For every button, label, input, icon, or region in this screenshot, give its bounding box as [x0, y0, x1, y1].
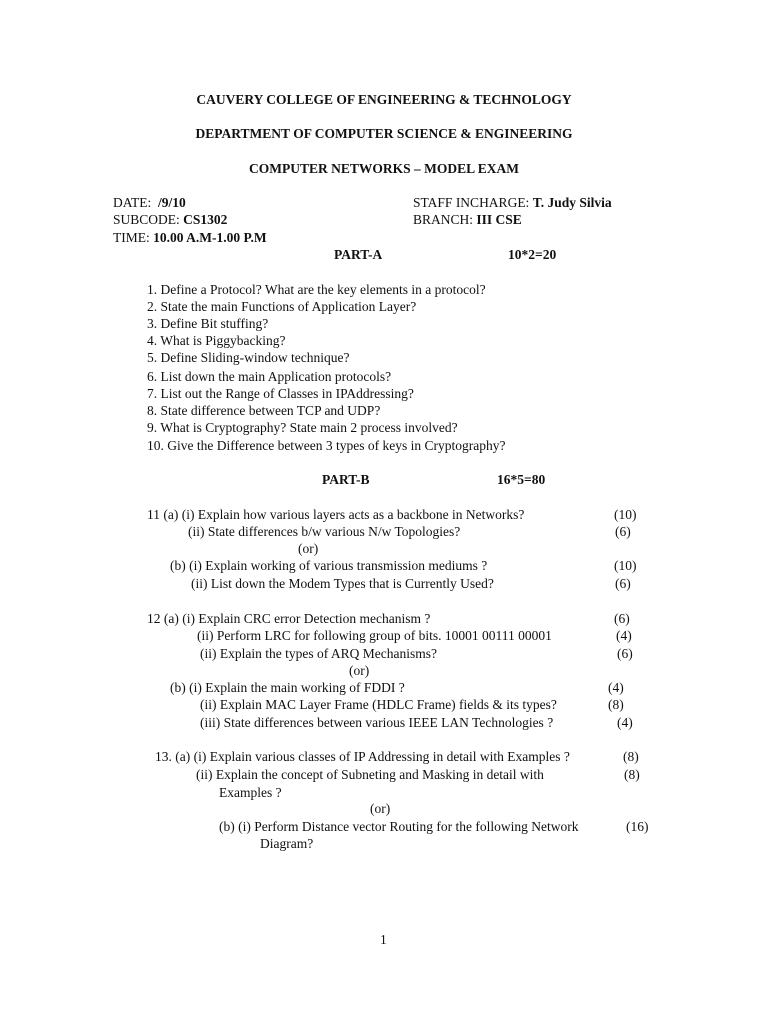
question-1: 1. Define a Protocol? What are the key elements in a protocol? [147, 282, 486, 297]
q11-b-ii-marks: (6) [615, 576, 631, 591]
question-4: 4. What is Piggybacking? [147, 333, 286, 348]
question-8: 8. State difference between TCP and UDP? [147, 403, 381, 418]
question-10: 10. Give the Difference between 3 types of keys in Cryptography? [147, 438, 506, 453]
exam-title: COMPUTER NETWORKS – MODEL EXAM [248, 161, 519, 176]
q12-b-ii: (ii) Explain MAC Layer Frame (HDLC Frame) fields & its types? [200, 697, 557, 712]
q12-a-i: 12 (a) (i) Explain CRC error Detection mechanism ? [147, 611, 431, 626]
page-number: 1 [380, 932, 387, 947]
question-7: 7. List out the Range of Classes in IPAddressing? [147, 386, 414, 401]
q12-b-i: (b) (i) Explain the main working of FDDI ? [170, 680, 405, 695]
q13-b-i-marks: (16) [626, 819, 649, 834]
date-line [113, 195, 186, 211]
q12-a-iii-marks: (6) [617, 646, 633, 661]
q11-a-ii-marks: (6) [615, 524, 631, 539]
q12-or: (or) [349, 663, 370, 678]
q13-b-i: (b) (i) Perform Distance vector Routing for the following Network [219, 819, 579, 834]
date-label: DATE: [113, 195, 152, 210]
q13-or: (or) [370, 801, 391, 816]
question-6: 6. List down the main Application protocols? [147, 369, 392, 384]
time-line [113, 230, 267, 246]
q11-b-i: (b) (i) Explain working of various transmission mediums ? [170, 558, 488, 573]
department-name: DEPARTMENT OF COMPUTER SCIENCE & ENGINEERING [195, 126, 573, 141]
q12-b-i-marks: (4) [608, 680, 624, 695]
college-name: CAUVERY COLLEGE OF ENGINEERING & TECHNOLOGY [196, 92, 572, 107]
q11-a-i: 11 (a) (i) Explain how various layers acts as a backbone in Networks? [147, 507, 525, 522]
question-5: 5. Define Sliding-window technique? [147, 350, 350, 365]
q13-b-i-cont: Diagram? [260, 836, 314, 851]
question-9: 9. What is Cryptography? State main 2 process involved? [147, 420, 458, 435]
staff-label: STAFF INCHARGE: [413, 195, 530, 210]
q12-b-ii-marks: (8) [608, 697, 624, 712]
q12-b-iii-marks: (4) [617, 715, 633, 730]
staff-value: T. Judy Silvia [532, 195, 612, 210]
subcode-label: SUBCODE: [113, 212, 180, 227]
q11-b-i-marks: (10) [614, 558, 637, 573]
time-value: 10.00 A.M-1.00 P.M [153, 230, 267, 245]
branch-value: III CSE [476, 212, 522, 227]
staff-line [413, 195, 612, 211]
branch-line [413, 212, 522, 228]
q13-a-ii-cont: Examples ? [219, 785, 282, 800]
subcode-value: CS1302 [183, 212, 228, 227]
subcode-line [113, 212, 227, 228]
q13-a-i-marks: (8) [623, 749, 639, 764]
part-a-title: PART-A [334, 247, 383, 262]
part-a-marks: 10*2=20 [508, 247, 557, 262]
question-2: 2. State the main Functions of Application Layer? [147, 299, 417, 314]
q12-a-iii: (ii) Explain the types of ARQ Mechanisms? [200, 646, 437, 661]
date-value: /9/10 [158, 195, 186, 210]
q12-a-ii: (ii) Perform LRC for following group of bits. 10001 00111 00001 [197, 628, 552, 643]
q12-b-iii: (iii) State differences between various IEEE LAN Technologies ? [200, 715, 554, 730]
q11-or: (or) [298, 541, 319, 556]
q11-a-i-marks: (10) [614, 507, 637, 522]
q13-a-i: 13. (a) (i) Explain various classes of IP Addressing in detail with Examples ? [155, 749, 570, 764]
q13-a-ii: (ii) Explain the concept of Subneting and Masking in detail with [196, 767, 544, 782]
q11-a-ii: (ii) State differences b/w various N/w Topologies? [188, 524, 461, 539]
branch-label: BRANCH: [413, 212, 474, 227]
part-b-marks: 16*5=80 [497, 472, 546, 487]
q11-b-ii: (ii) List down the Modem Types that is Currently Used? [191, 576, 494, 591]
part-b-title: PART-B [322, 472, 370, 487]
question-3: 3. Define Bit stuffing? [147, 316, 269, 331]
q13-a-ii-marks: (8) [624, 767, 640, 782]
q12-a-i-marks: (6) [614, 611, 630, 626]
q12-a-ii-marks: (4) [616, 628, 632, 643]
time-label: TIME: [113, 230, 150, 245]
